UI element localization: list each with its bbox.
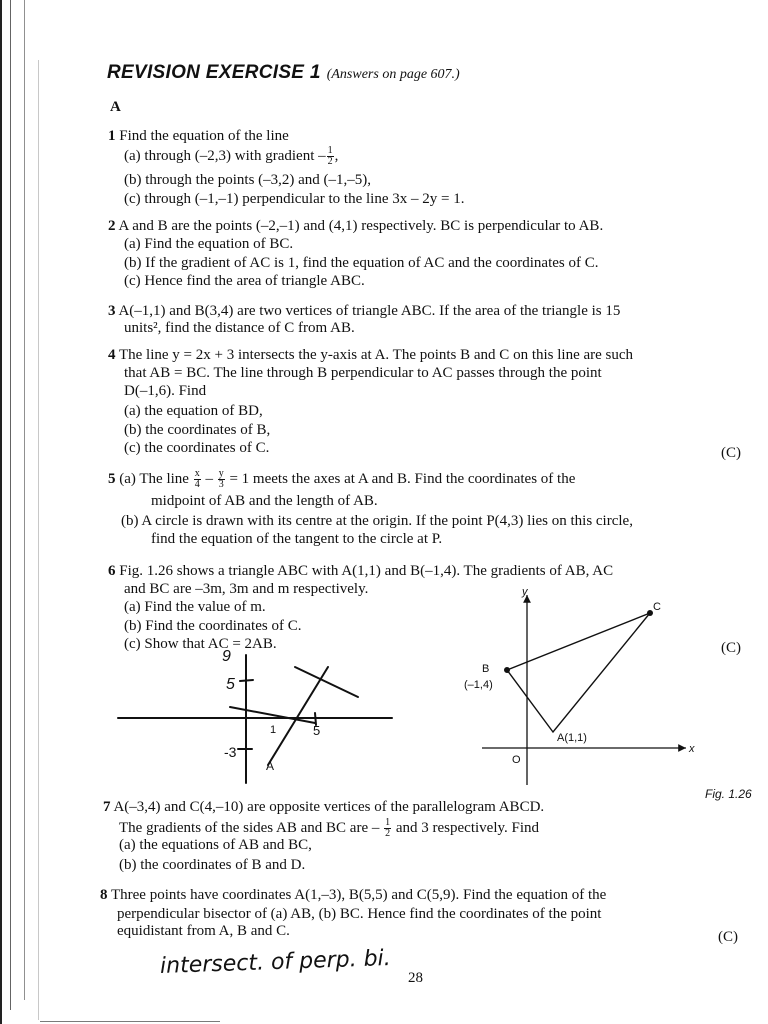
- question-4: [108, 346, 633, 364]
- question-text: A(–1,1) and B(3,4) are two vertices of triangle ABC. If the area of the triangle is 15: [118, 303, 621, 319]
- point-b-coord: (–1,4): [464, 679, 493, 691]
- question-text: ,: [334, 147, 339, 164]
- fraction-denominator: 2: [327, 156, 333, 167]
- question-5a-line2: midpoint of AB and the length of AB.: [151, 493, 378, 509]
- question-4a: (a) the equation of BD,: [124, 403, 263, 419]
- fraction: [327, 146, 334, 167]
- question-number: 8: [100, 887, 108, 903]
- question-4b: (b) the coordinates of B,: [124, 422, 271, 438]
- point-b-label: B: [482, 663, 490, 675]
- triangle-abc: [507, 613, 650, 732]
- fraction: [218, 469, 225, 490]
- question-text: Find the equation of the line: [119, 128, 289, 144]
- question-4-mark: (C): [721, 445, 741, 461]
- scan-edge-line: [40, 1021, 220, 1022]
- question-4-line2: that AB = BC. The line through B perpendicular to AC passes through the point: [124, 365, 602, 381]
- question-8-line3: equidistant from A, B and C.: [117, 923, 290, 939]
- scan-edge-line: [38, 60, 39, 1020]
- sketch-label: 1: [270, 724, 277, 736]
- question-text: A(–3,4) and C(4,–10) are opposite vertices of the parallelogram ABCD.: [113, 799, 545, 815]
- exercise-title: REVISION EXERCISE 1: [107, 62, 321, 83]
- question-number: 3: [108, 303, 116, 319]
- question-text: (a) through (–2,3) with gradient –: [124, 147, 326, 164]
- x-axis-label: x: [689, 743, 695, 755]
- sketch-label: 5: [226, 676, 235, 693]
- question-7: [103, 798, 544, 816]
- question-1b: (b) through the points (–3,2) and (–1,–5),: [124, 172, 372, 188]
- question-text: A and B are the points (–2,–1) and (4,1) respectively. BC is perpendicular to AB.: [118, 218, 604, 234]
- sketch-label: 5: [313, 723, 321, 738]
- fraction-numerator: 1: [327, 145, 333, 156]
- question-2a: (a) Find the equation of BC.: [124, 236, 294, 252]
- question-4-line3: D(–1,6). Find: [124, 383, 207, 399]
- question-8-mark: (C): [718, 929, 738, 945]
- sketch-line-2: [295, 667, 358, 697]
- question-2c: (c) Hence find the area of triangle ABC.: [124, 273, 365, 289]
- page-title: [107, 62, 460, 84]
- question-number: 5: [108, 470, 116, 487]
- origin-label: O: [512, 754, 521, 766]
- scan-edge-line: [24, 0, 25, 1000]
- question-number: 7: [103, 799, 111, 815]
- fraction-numerator: x: [194, 468, 200, 479]
- question-3-line2: units², find the distance of C from AB.: [124, 320, 355, 336]
- minus-sign: –: [205, 470, 213, 487]
- scan-edge-line: [10, 0, 11, 1010]
- sketch-label: 9: [222, 648, 231, 665]
- question-4c: (c) the coordinates of C.: [124, 440, 270, 456]
- scan-edge-line: [0, 0, 2, 1024]
- question-text: The line: [139, 470, 189, 487]
- question-6-mark: (C): [721, 640, 741, 656]
- question-7a: (a) the equations of AB and BC,: [119, 837, 312, 853]
- fraction-denominator: 2: [385, 828, 391, 839]
- question-8-line2: perpendicular bisector of (a) AB, (b) BC. Hence find the coordinates of the point: [117, 906, 602, 922]
- question-8: [100, 886, 606, 904]
- question-text: The gradients of the sides AB and BC are –: [119, 819, 380, 836]
- figure-1-26: [440, 585, 740, 790]
- question-part-label: (a): [119, 470, 136, 487]
- fraction-numerator: y: [218, 468, 224, 479]
- point-a-label: A(1,1): [557, 732, 587, 744]
- fraction-denominator: 4: [194, 479, 200, 490]
- question-1: [108, 127, 289, 145]
- fraction: [384, 818, 391, 839]
- question-number: 4: [108, 347, 116, 363]
- question-text: Fig. 1.26 shows a triangle ABC with A(1,1) and B(–1,4). The gradients of AB, AC: [119, 563, 614, 579]
- question-6c: (c) Show that AC = 2AB.: [124, 636, 277, 652]
- question-5b-line2: find the equation of the tangent to the circle at P.: [151, 531, 443, 547]
- handwritten-note: intersect. of perp. bi.: [159, 945, 392, 980]
- question-text: and 3 respectively. Find: [395, 819, 540, 836]
- question-3: [108, 302, 620, 320]
- point-c-label: C: [653, 601, 661, 613]
- question-6b: (b) Find the coordinates of C.: [124, 618, 302, 634]
- question-6: [108, 562, 613, 580]
- hand-sketch: [110, 645, 400, 785]
- question-5b: (b) A circle is drawn with its centre at the origin. If the point P(4,3) lies on this circle,: [121, 513, 633, 529]
- answers-note: (Answers on page 607.): [326, 67, 460, 82]
- question-2b: (b) If the gradient of AC is 1, find the equation of AC and the coordinates of C.: [124, 255, 599, 271]
- question-number: 6: [108, 563, 116, 579]
- fraction-denominator: 3: [218, 479, 224, 490]
- fraction-numerator: 1: [385, 817, 391, 828]
- page-number: 28: [408, 970, 423, 986]
- section-label: A: [110, 99, 121, 115]
- fraction: [194, 469, 201, 490]
- question-6a: (a) Find the value of m.: [124, 599, 266, 615]
- sketch-label: -3: [224, 744, 237, 760]
- y-axis-label: y: [522, 586, 528, 598]
- question-2: [108, 217, 603, 235]
- question-number: 1: [108, 128, 116, 144]
- question-7b: (b) the coordinates of B and D.: [119, 857, 306, 873]
- question-text: = 1 meets the axes at A and B. Find the coordinates of the: [229, 470, 576, 487]
- sketch-tick: [240, 680, 253, 681]
- figure-caption: Fig. 1.26: [705, 787, 752, 801]
- question-text: The line y = 2x + 3 intersects the y-axis at A. The points B and C on this line are such: [118, 347, 634, 363]
- point-b: [504, 667, 510, 673]
- question-text: Three points have coordinates A(1,–3), B(5,5) and C(5,9). Find the equation of the: [110, 887, 607, 903]
- sketch-label: A: [266, 759, 275, 773]
- question-1c: (c) through (–1,–1) perpendicular to the line 3x – 2y = 1.: [124, 191, 465, 207]
- question-6-line2: and BC are –3m, 3m and m respectively.: [124, 581, 369, 597]
- question-5a: [108, 469, 575, 490]
- question-1a: [124, 146, 338, 167]
- question-number: 2: [108, 218, 116, 234]
